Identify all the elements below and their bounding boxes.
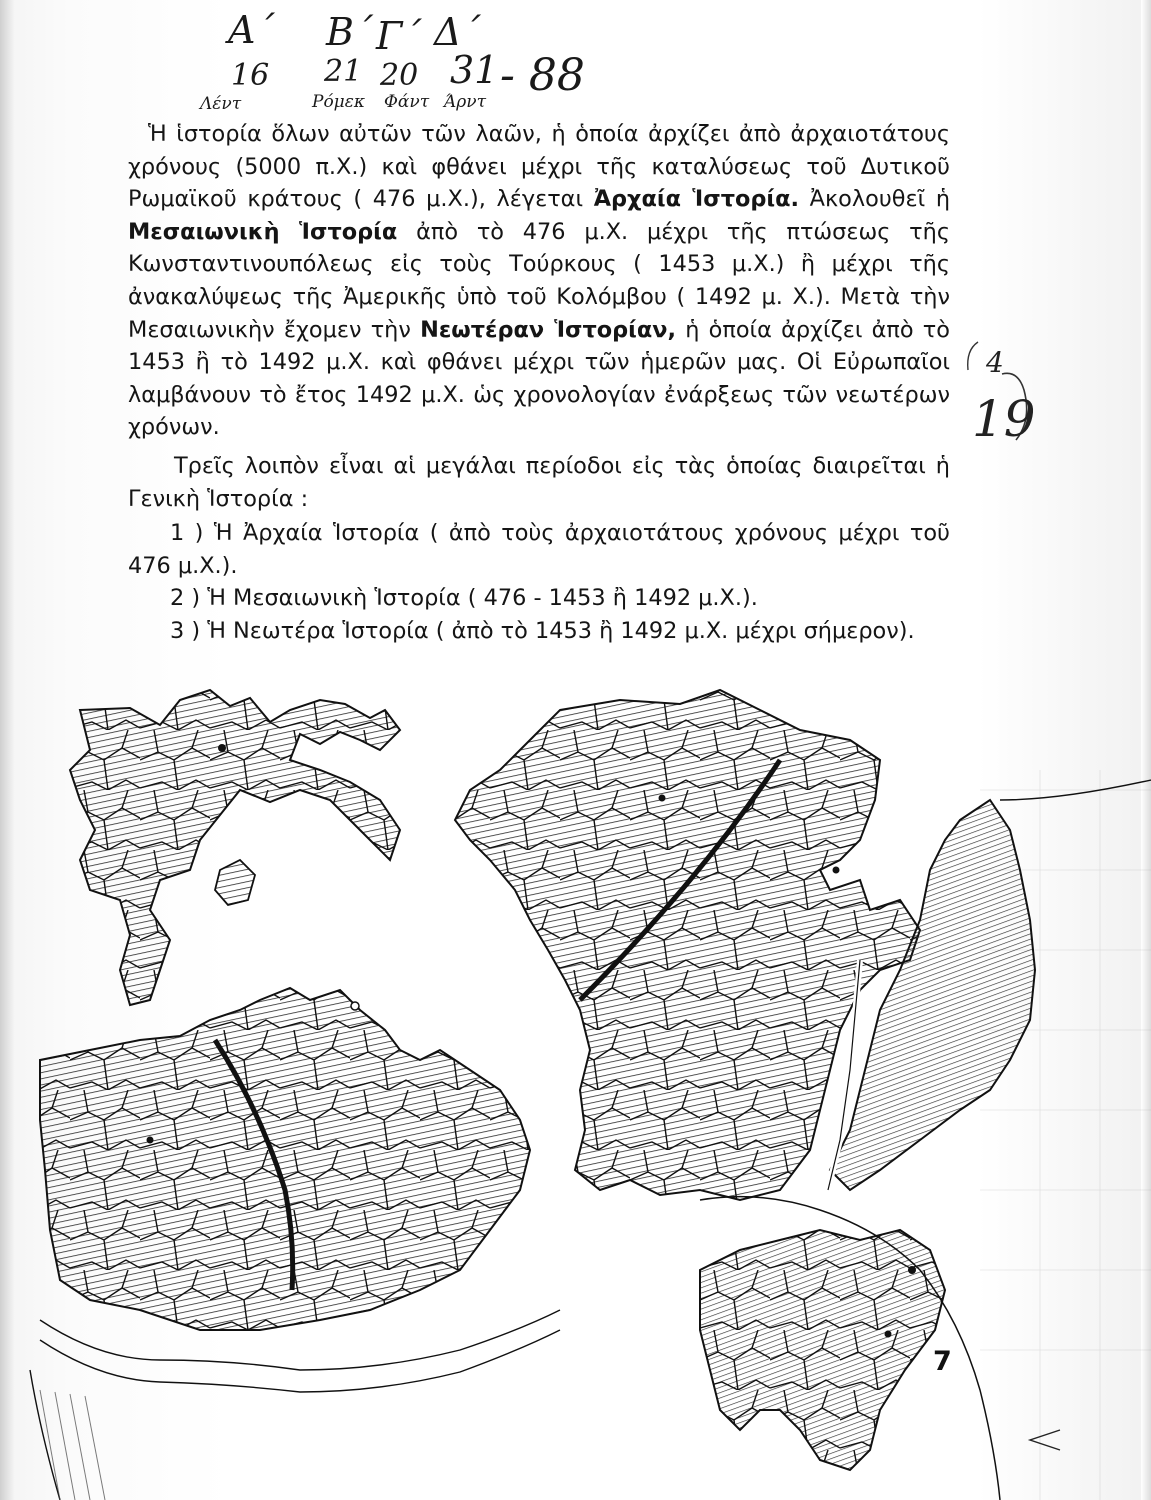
- paragraph-periods: Τρεῖς λοιπὸν εἶναι αἱ μεγάλαι περίοδοι εἰς τὰς ὁποίας διαιρεῖται ἡ Γενικὴ Ἱστορία :: [128, 452, 950, 512]
- hand-drawn-map: [0, 670, 1151, 1500]
- hand-name-a: Λέντ: [200, 94, 242, 114]
- page-number: 7: [933, 1346, 952, 1377]
- land-strip-right: [828, 780, 1151, 1190]
- paragraph-intro-part3: ἀπὸ τὸ 476 μ.Χ. μέχρι τῆς πτώσεως τῆς Κωνσταντινουπόλεως εἰς τοὺς Τούρκους ( 1453 μ.Χ.) ἢ μέχρι τῆς ἀνακαλύψεως τῆς Ἀμερικῆς ὑπὸ τοῦ Κολόμβου ( 1492 μ. Χ.). Μετὰ τὴν Μεσαιωνικὴν ἔχομεν τὴν: [128, 218, 950, 343]
- margin-note-bottom: 19: [972, 390, 1036, 448]
- hand-letter-d: Δ΄: [434, 10, 481, 54]
- term-modern-history: Νεωτέραν Ἱστορίαν,: [420, 316, 677, 343]
- land-mass-bottom-left: [30, 988, 560, 1500]
- hand-letter-b: Β΄: [326, 10, 373, 54]
- main-text: [128, 118, 950, 648]
- margin-scribble: [958, 330, 1038, 460]
- hand-total: - 88: [500, 50, 585, 101]
- term-medieval-history: Μεσαιωνικὴ Ἱστορία: [128, 218, 398, 245]
- list-item-text: ( ἀπὸ τοὺς ἀρχαιοτάτους χρόνους μέχρι τοῦ 476 μ.Χ.).: [128, 520, 951, 579]
- arrow-mark: [1030, 1430, 1060, 1450]
- list-item-number: 1 ): [170, 520, 204, 547]
- list-item: [128, 517, 950, 582]
- hand-letter-c: Γ΄: [376, 14, 422, 58]
- hand-score-c: 20: [380, 58, 419, 93]
- list-item-label: Ἡ Ἀρχαία Ἱστορία: [213, 520, 420, 547]
- list-item-label: Ἡ Νεωτέρα Ἱστορία: [207, 617, 429, 644]
- island-bottom-right: [700, 1197, 1060, 1500]
- hand-name-b: Ρόμεκ: [312, 92, 365, 112]
- list-item: [128, 582, 950, 615]
- term-ancient-history: Ἀρχαία Ἱστορία.: [593, 186, 800, 213]
- paragraph-intro-part1: Ἡ ἱστορία ὅλων αὐτῶν τῶν λαῶν, ἡ ὁποία ἀρχίζει ἀπὸ ἀρχαιοτάτους χρόνους (5000 π.Χ.) καὶ φθάνει μέχρι τῆς καταλύσεως τοῦ Δυτικοῦ Ρωμαϊκοῦ κράτους ( 476 μ.Χ.), λέγεται: [128, 121, 950, 213]
- land-mass-center: [455, 690, 920, 1200]
- hand-letter-a: Α΄: [228, 8, 275, 52]
- margin-note-top: 4: [986, 346, 1004, 379]
- hand-name-d: Άρντ: [444, 92, 487, 112]
- paragraph-intro: [128, 118, 950, 444]
- paragraph-intro-part4: ἡ ὁποία ἀρχίζει ἀπὸ τὸ 1453 ἢ τὸ 1492 μ.Χ. καὶ φθάνει μέχρι τῶν ἡμερῶν μας. Οἱ Εὐρωπαῖοι λαμβάνουν τὸ ἔτος 1492 μ.Χ. ὡς χρονολογίαν ἐνάρξεως τῶν νεωτέρων χρόνων.: [128, 316, 950, 441]
- hand-score-b: 21: [324, 54, 363, 89]
- small-island: [215, 860, 255, 905]
- list-item-text: ( ἀπὸ τὸ 1453 ἢ 1492 μ.Χ. μέχρι σήμερον).: [435, 617, 915, 644]
- list-item-number: 2 ): [170, 585, 201, 612]
- paragraph-intro-part2: Ἀκολουθεῖ ἡ: [809, 186, 951, 213]
- hand-score-a: 16: [231, 58, 270, 93]
- list-item-label: Ἡ Μεσαιωνικὴ Ἱστορία: [207, 585, 461, 612]
- list-item: [128, 615, 950, 648]
- island-top-left: [70, 690, 400, 1005]
- list-item-number: 3 ): [170, 617, 201, 644]
- hand-name-c: Φάντ: [384, 92, 430, 112]
- hand-score-d: 31: [450, 48, 499, 92]
- list-item-text: ( 476 - 1453 ἢ 1492 μ.Χ.).: [467, 585, 758, 612]
